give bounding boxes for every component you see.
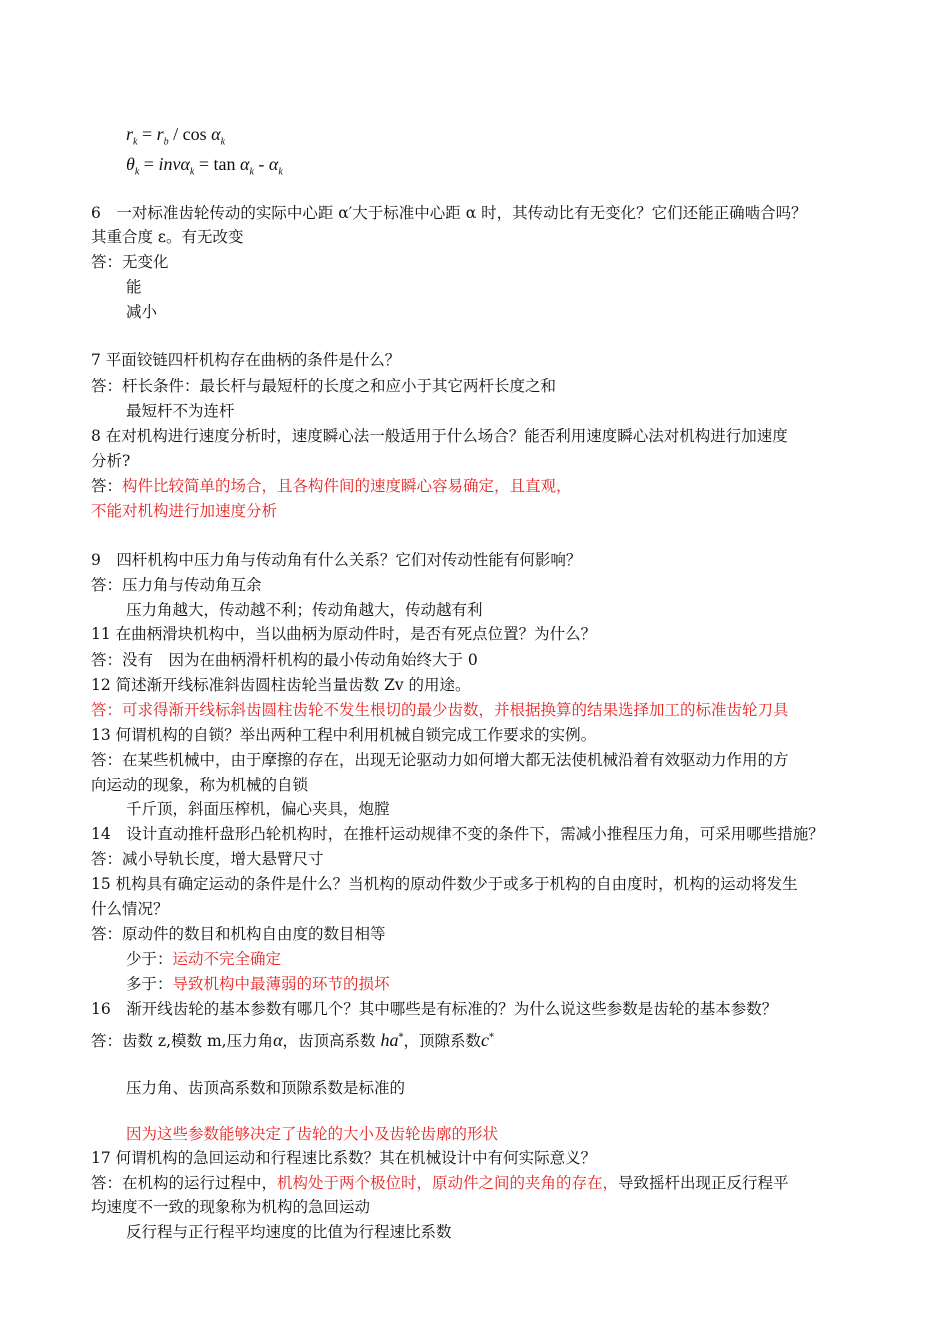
q6-answer-line1: 答：无变化 [91, 253, 169, 271]
q7-answer-line2: 最短杆不为连杆 [126, 402, 235, 420]
q16-answer-line2: 压力角、齿顶高系数和顶隙系数是标准的 [126, 1079, 406, 1097]
q8-question-line2: 分析? [91, 452, 131, 470]
q11-answer: 答：没有 因为在曲柄滑杆机构的最小传动角始终大于 0 [91, 651, 478, 669]
q13-answer-line3: 千斤顶，斜面压榨机，偏心夹具，炮膛 [126, 800, 390, 818]
q8-question-line1: 8 在对机构进行速度分析时，速度瞬心法一般适用于什么场合？能否利用速度瞬心法对机构进行加速度 [91, 427, 788, 445]
q7-question: 7 平面铰链四杆机构存在曲柄的条件是什么？ [91, 351, 401, 369]
q16-answer-part1: 答：齿数 z,模数 m,压力角 [91, 1032, 274, 1051]
q17-answer-a: 答：在机构的运行过程中， [91, 1174, 278, 1192]
q17-answer-line1 [91, 1173, 789, 1193]
q6-question-line2: 其重合度 ε。有无改变 [91, 228, 244, 246]
q8-answer-line2: 不能对机构进行加速度分析 [91, 502, 278, 520]
q15-answer-less [126, 949, 281, 969]
q12-answer: 答：可求得渐开线标斜齿圆柱齿轮不发生根切的最少齿数，并根据换算的结果选择加工的标准齿轮刀具 [91, 701, 789, 719]
q15-answer-line1: 答：原动件的数目和机构自由度的数目相等 [91, 925, 386, 943]
q12-question: 12 简述渐开线标准斜齿圆柱齿轮当量齿数 Zv 的用途。 [91, 676, 471, 694]
q11-question: 11 在曲柄滑块机构中，当以曲柄为原动件时，是否有死点位置？为什么？ [91, 625, 597, 643]
c-symbol: c [481, 1030, 489, 1051]
q15-question-line2: 什么情况？ [91, 900, 169, 918]
q16-answer-line1 [91, 1028, 494, 1051]
q9-answer-line1: 答：压力角与传动角互余 [91, 576, 262, 594]
q17-question: 17 何谓机构的急回运动和行程速比系数？其在机械设计中有何实际意义？ [91, 1149, 597, 1167]
q17-answer-line3: 反行程与正行程平均速度的比值为行程速比系数 [126, 1223, 452, 1241]
q14-answer: 答：减小导轨长度，增大悬臂尺寸 [91, 850, 324, 868]
q16-answer-line3: 因为这些参数能够决定了齿轮的大小及齿轮齿廓的形状 [126, 1125, 499, 1143]
ha-symbol: ha [380, 1030, 399, 1051]
q8-answer-line1 [91, 476, 572, 496]
q15-more-text: 导致机构中最薄弱的环节的损坏 [172, 975, 390, 993]
q16-answer-part2: ，齿顶高系数 [282, 1032, 376, 1051]
q17-answer-line2: 均速度不一致的现象称为机构的急回运动 [91, 1198, 371, 1216]
c-star: * [489, 1032, 494, 1043]
q13-answer-line1: 答：在某些机械中，由于摩擦的存在，出现无论驱动力如何增大都无法使机械沿着有效驱动力作用的方 [91, 751, 789, 769]
q13-question: 13 何谓机构的自锁？举出两种工程中利用机械自锁完成工作要求的实例。 [91, 726, 597, 744]
alpha-symbol: α [273, 1030, 283, 1051]
q17-answer-b: 机构处于两个极位时，原动件之间的夹角的存在， [277, 1174, 619, 1192]
q15-less-text: 运动不完全确定 [172, 950, 282, 968]
q9-answer-line2: 压力角越大，传动越不利；传动角越大，传动越有利 [126, 601, 483, 619]
formula-rk: $r_k = r_b / \cos \alpha_k$ [126, 124, 226, 148]
q8-answer-text: 构件比较简单的场合，且各构件间的速度瞬心容易确定，且直观， [122, 477, 572, 495]
q8-answer-prefix: 答： [91, 477, 123, 495]
q6-answer-line3: 减小 [126, 303, 158, 321]
q15-less-label: 少于： [126, 950, 173, 968]
q15-answer-more [126, 974, 390, 994]
q6-question-line1: 6 一对标准齿轮传动的实际中心距 α′大于标准中心距 α 时，其传动比有无变化？它们还能正确啮合吗？ [91, 204, 807, 222]
q15-question-line1: 15 机构具有确定运动的条件是什么？当机构的原动件数少于或多于机构的自由度时，机构的运动将发生 [91, 875, 798, 893]
q15-more-label: 多于： [126, 975, 173, 993]
q9-question: 9 四杆机构中压力角与传动角有什么关系？它们对传动性能有何影响？ [91, 551, 582, 569]
formula-theta: $\theta_k = inv\alpha_k = \tan \alpha_k - \alpha_k$ [126, 154, 283, 178]
q7-answer-line1: 答：杆长条件：最长杆与最短杆的长度之和应小于其它两杆长度之和 [91, 377, 557, 395]
ha-star: * [398, 1032, 404, 1043]
q14-question: 14 设计直动推杆盘形凸轮机构时，在推杆运动规律不变的条件下，需减小推程压力角，可采用哪些措施？ [91, 825, 824, 843]
q13-answer-line2: 向运动的现象，称为机械的自锁 [91, 776, 309, 794]
q6-answer-line2: 能 [126, 278, 142, 296]
q17-answer-c: 导致摇杆出现正反行程平 [618, 1174, 789, 1192]
q16-answer-part3: ，顶隙系数 [403, 1032, 481, 1051]
q16-question: 16 渐开线齿轮的基本参数有哪几个？其中哪些是有标准的？为什么说这些参数是齿轮的基本参数？ [91, 1000, 778, 1018]
